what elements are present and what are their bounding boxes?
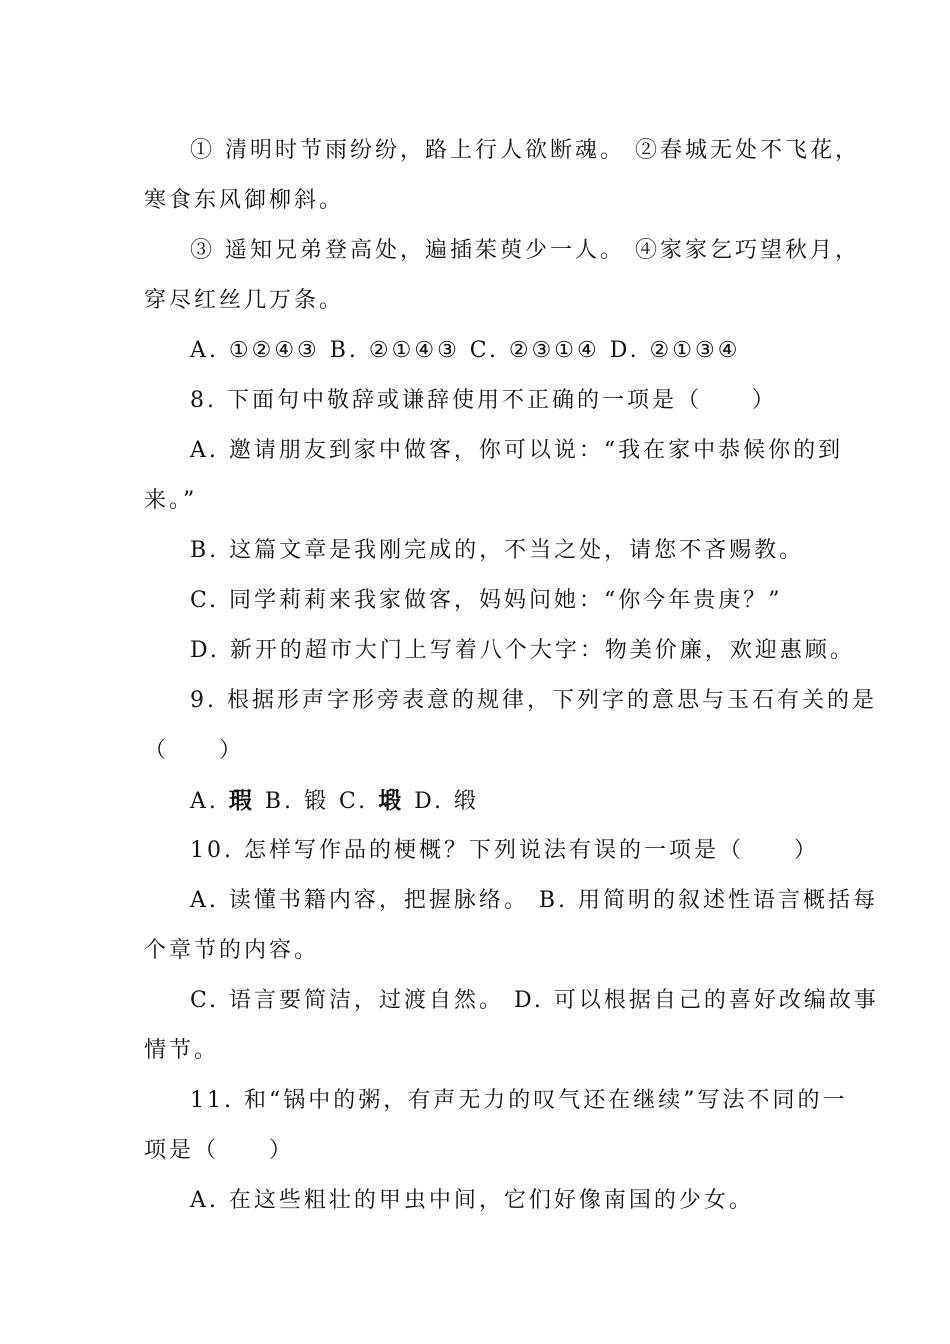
q9-option-c-label: C. [339,789,369,814]
q10-options-ab-line-2: 个章节的内容。 [144,938,320,963]
q9-option-d: D. 缎 [414,789,479,814]
q8-option-a-line-2: 来。” [144,488,198,513]
q11-stem-line-1: 11. 和“锅中的粥，有声无力的叹气还在继续”写法不同的一 [190,1088,848,1113]
q8-stem: 8. 下面句中敬辞或谦辞使用不正确的一项是（ ） [190,388,777,413]
q11-option-a: A. 在这些粗壮的甲虫中间，它们好像南国的少女。 [190,1188,754,1213]
q10-options-ab-line-1: A. 读懂书籍内容，把握脉络。 B. 用简明的叙述性语言概括每 [190,888,879,913]
q7-line-1: ① 清明时节雨纷纷，路上行人欲断魂。 ②春城无处不飞花， [190,138,860,163]
q7-line-3: ③ 遥知兄弟登高处，遍插茱萸少一人。 ④家家乞巧望秋月， [190,238,860,263]
q10-stem: 10. 怎样写作品的梗概？下列说法有误的一项是（ ） [190,838,819,863]
q8-option-d: D. 新开的超市大门上写着八个大字：物美价廉，欢迎惠顾。 [190,638,855,663]
q11-stem-line-2: 项是（ ） [144,1138,295,1163]
q10-options-cd-line-1: C. 语言要简洁，过渡自然。 D. 可以根据自己的喜好改编故事 [190,988,879,1013]
q8-option-c: C. 同学莉莉来我家做客，妈妈问她：“你今年贵庚？” [190,588,783,613]
q9-option-a-char: 瑕 [228,788,255,814]
q10-options-cd-line-2: 情节。 [144,1038,220,1063]
q9-option-b: B. 锻 [264,789,330,814]
q9-stem-line-1: 9. 根据形声字形旁表意的规律，下列字的意思与玉石有关的是 [190,688,877,713]
q9-stem-line-2: （ ） [144,738,245,763]
q9-options [190,786,479,817]
q8-option-b: B. 这篇文章是我刚完成的，不当之处，请您不吝赐教。 [190,538,805,563]
q8-option-a-line-1: A. 邀请朋友到家中做客，你可以说：“我在家中恭候你的到 [190,438,844,463]
q7-line-4: 穿尽红丝几万条。 [144,288,345,313]
q9-option-c-char: 塅 [378,788,405,814]
q7-line-2: 寒食东风御柳斜。 [144,188,345,213]
q9-option-a-label: A. [190,789,219,814]
q7-options: A. ①②④③ B. ②①④③ C. ②③①④ D. ②①③④ [190,338,741,363]
